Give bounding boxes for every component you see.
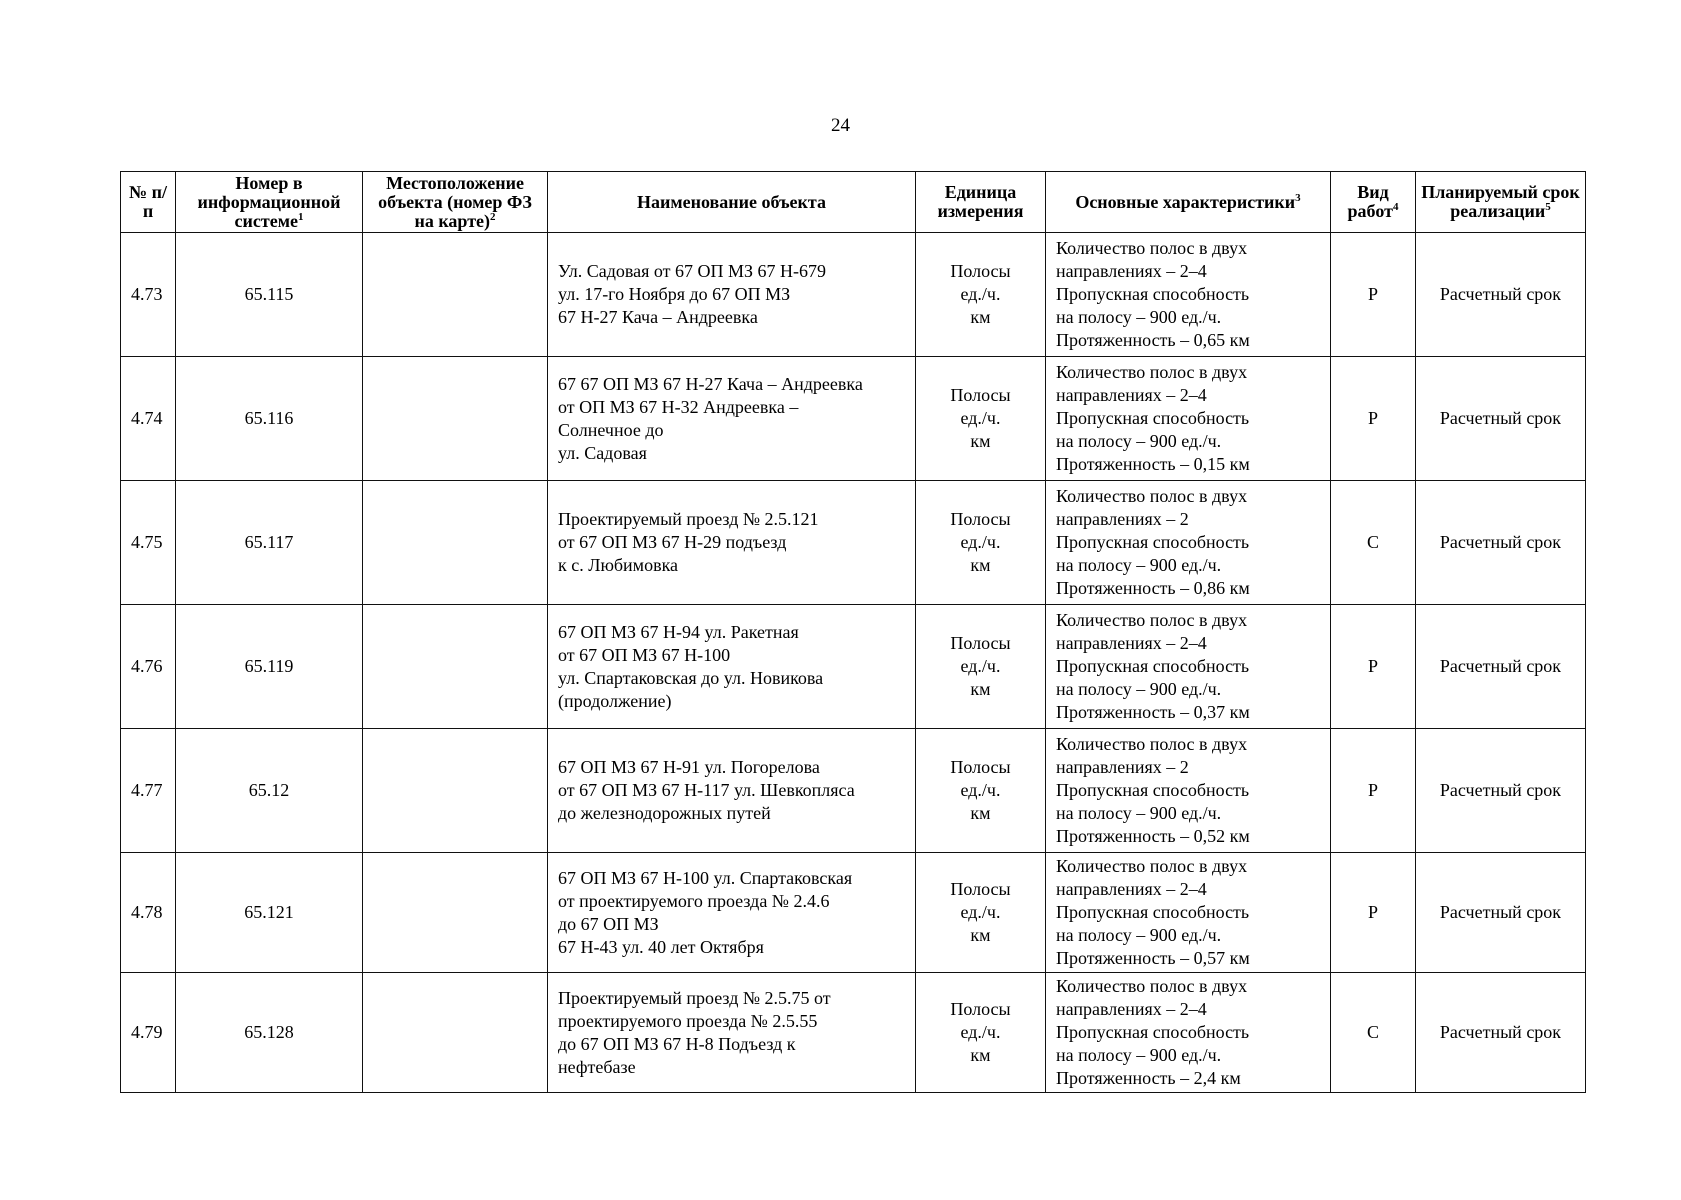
cell-planned-term: Расчетный срок	[1416, 853, 1586, 973]
cell-object-name: Ул. Садовая от 67 ОП МЗ 67 Н-679 ул. 17-го Ноября до 67 ОП МЗ 67 Н-27 Кача – Андреевка	[548, 233, 916, 357]
cell-num: 4.76	[121, 605, 176, 729]
header-location: Местоположение объекта (номер ФЗ на карте)$^2$	[363, 172, 548, 233]
cell-num: 4.78	[121, 853, 176, 973]
header-characteristics: Основные характеристики$^3$	[1046, 172, 1331, 233]
cell-num: 4.75	[121, 481, 176, 605]
cell-characteristics: Количество полос в двух направлениях – 2 Пропускная способность на полосу – 900 ед./ч. Протяженность – 0,86 км	[1046, 481, 1331, 605]
cell-location	[363, 729, 548, 853]
table-row	[121, 481, 1586, 605]
cell-system-number: 65.128	[176, 973, 363, 1093]
table-row	[121, 729, 1586, 853]
cell-object-name: Проектируемый проезд № 2.5.75 от проектируемого проезда № 2.5.55 до 67 ОП МЗ 67 Н-8 Подъезд к нефтебазе	[548, 973, 916, 1093]
cell-system-number: 65.119	[176, 605, 363, 729]
cell-planned-term: Расчетный срок	[1416, 357, 1586, 481]
cell-system-number: 65.115	[176, 233, 363, 357]
cell-location	[363, 973, 548, 1093]
cell-unit: Полосы ед./ч. км	[916, 853, 1046, 973]
table-row	[121, 233, 1586, 357]
cell-work-type: С	[1331, 973, 1416, 1093]
cell-object-name: Проектируемый проезд № 2.5.121 от 67 ОП МЗ 67 Н-29 подъезд к с. Любимовка	[548, 481, 916, 605]
table-row	[121, 605, 1586, 729]
cell-characteristics: Количество полос в двух направлениях – 2–4 Пропускная способность на полосу – 900 ед./ч. Протяженность – 0,37 км	[1046, 605, 1331, 729]
table-row	[121, 853, 1586, 973]
header-object-name: Наименование объекта	[548, 172, 916, 233]
cell-planned-term: Расчетный срок	[1416, 973, 1586, 1093]
cell-unit: Полосы ед./ч. км	[916, 357, 1046, 481]
cell-object-name: 67 ОП МЗ 67 Н-100 ул. Спартаковская от проектируемого проезда № 2.4.6 до 67 ОП МЗ 67 Н-43 ул. 40 лет Октября	[548, 853, 916, 973]
cell-characteristics: Количество полос в двух направлениях – 2–4 Пропускная способность на полосу – 900 ед./ч. Протяженность – 0,15 км	[1046, 357, 1331, 481]
cell-location	[363, 853, 548, 973]
cell-work-type: С	[1331, 481, 1416, 605]
cell-work-type: Р	[1331, 605, 1416, 729]
cell-num: 4.79	[121, 973, 176, 1093]
header-planned-term: Планируемый срок реализации$^5$	[1416, 172, 1586, 233]
header-work-type: Вид работ$^4$	[1331, 172, 1416, 233]
cell-work-type: Р	[1331, 233, 1416, 357]
cell-object-name: 67 67 ОП МЗ 67 Н-27 Кача – Андреевка от ОП МЗ 67 Н-32 Андреевка – Солнечное до ул. Садовая	[548, 357, 916, 481]
cell-work-type: Р	[1331, 357, 1416, 481]
cell-characteristics: Количество полос в двух направлениях – 2 Пропускная способность на полосу – 900 ед./ч. Протяженность – 0,52 км	[1046, 729, 1331, 853]
cell-work-type: Р	[1331, 853, 1416, 973]
cell-location	[363, 357, 548, 481]
cell-location	[363, 481, 548, 605]
cell-characteristics: Количество полос в двух направлениях – 2–4 Пропускная способность на полосу – 900 ед./ч. Протяженность – 2,4 км	[1046, 973, 1331, 1093]
cell-location	[363, 605, 548, 729]
cell-object-name: 67 ОП МЗ 67 Н-91 ул. Погорелова от 67 ОП МЗ 67 Н-117 ул. Шевкопляса до железнодорожных путей	[548, 729, 916, 853]
header-system-number: Номер в информационной системе$^1$	[176, 172, 363, 233]
cell-system-number: 65.12	[176, 729, 363, 853]
cell-unit: Полосы ед./ч. км	[916, 233, 1046, 357]
table-header-row	[121, 172, 1586, 233]
cell-planned-term: Расчетный срок	[1416, 729, 1586, 853]
table-row	[121, 357, 1586, 481]
cell-characteristics: Количество полос в двух направлениях – 2–4 Пропускная способность на полосу – 900 ед./ч. Протяженность – 0,65 км	[1046, 233, 1331, 357]
cell-planned-term: Расчетный срок	[1416, 605, 1586, 729]
cell-unit: Полосы ед./ч. км	[916, 973, 1046, 1093]
cell-unit: Полосы ед./ч. км	[916, 481, 1046, 605]
header-num: № п/п	[121, 172, 176, 233]
table-row	[121, 973, 1586, 1093]
cell-unit: Полосы ед./ч. км	[916, 605, 1046, 729]
cell-num: 4.77	[121, 729, 176, 853]
objects-table	[120, 171, 1586, 1093]
cell-num: 4.74	[121, 357, 176, 481]
cell-system-number: 65.116	[176, 357, 363, 481]
page-number: 24	[831, 115, 850, 136]
cell-location	[363, 233, 548, 357]
cell-system-number: 65.121	[176, 853, 363, 973]
cell-unit: Полосы ед./ч. км	[916, 729, 1046, 853]
cell-planned-term: Расчетный срок	[1416, 233, 1586, 357]
cell-planned-term: Расчетный срок	[1416, 481, 1586, 605]
cell-work-type: Р	[1331, 729, 1416, 853]
header-unit: Единица измерения	[916, 172, 1046, 233]
cell-object-name: 67 ОП МЗ 67 Н-94 ул. Ракетная от 67 ОП МЗ 67 Н-100 ул. Спартаковская до ул. Новикова (продолжение)	[548, 605, 916, 729]
cell-system-number: 65.117	[176, 481, 363, 605]
cell-characteristics: Количество полос в двух направлениях – 2–4 Пропускная способность на полосу – 900 ед./ч. Протяженность – 0,57 км	[1046, 853, 1331, 973]
cell-num: 4.73	[121, 233, 176, 357]
